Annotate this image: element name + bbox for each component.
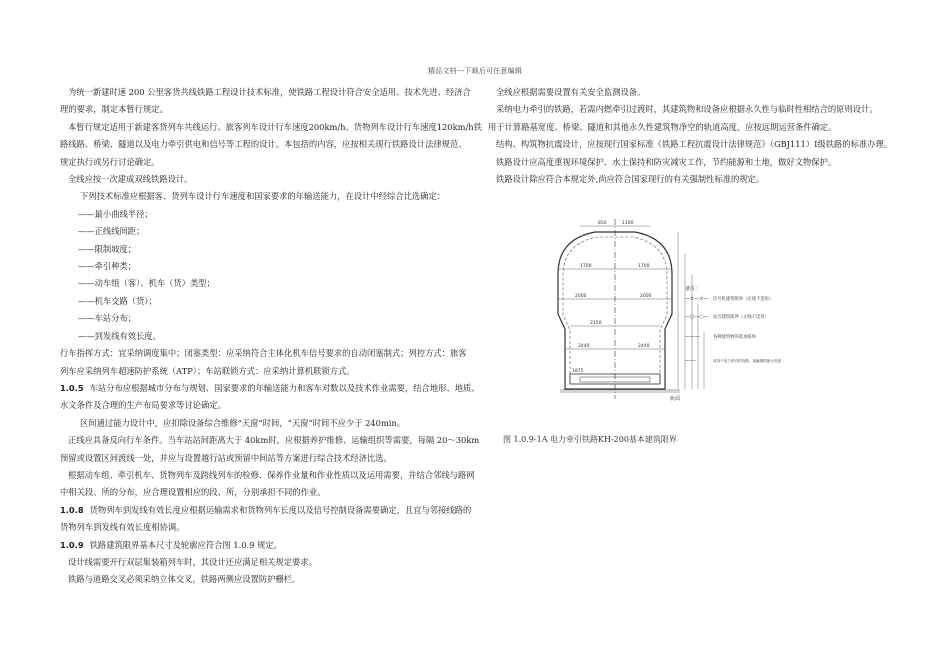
legend-line-2: —○—○— (685, 314, 709, 320)
paragraph-text: 路线路、桥梁、隧道以及电力牵引供电和信号等工程的设计。本包括的内容，应按相关现行铁路设计法律规范、 (60, 139, 467, 150)
paragraph-line (60, 136, 480, 153)
paragraph-line (60, 554, 480, 571)
paragraph-text: ——动车组（客）、机车（货）类型； (78, 278, 215, 289)
paragraph-line (60, 206, 480, 223)
paragraph-line (488, 119, 898, 136)
dim-row3-right: 2440 (638, 344, 650, 349)
paragraph-line (60, 154, 480, 171)
section-number: 1.0.9 (60, 539, 84, 550)
dim-row2-right: 2000 (640, 294, 652, 299)
paragraph-line (60, 345, 480, 362)
paragraph-text: 采纳电力牵引的铁路，若需内燃牵引过渡时，其建筑物和设备应根据永久性与临时性相结合的原则设计。 (496, 104, 878, 115)
paragraph-text: 铁路建筑限界基本尺寸及轮廓应符合图 1.0.9 规定。 (89, 539, 282, 550)
paragraph-text: 列车应采纳列车超速防护系统（ATP）；车站联锁方式：应采纳计算机联锁方式。 (60, 365, 355, 376)
paragraph-line (60, 415, 480, 432)
paragraph-line (488, 136, 898, 153)
paragraph-text: 货物列车到发线有效长度相协调。 (60, 522, 185, 533)
paragraph-line (60, 258, 480, 275)
paragraph-text: 货物列车到发线有效长度应根据运输需求和货物列车长度以及信号控制设备需要确定，且宜与邻接线路的 (89, 504, 472, 515)
paragraph-text: 区间通过能力设计中，应扣除设备综合维修“天窗”时间，“天窗”时间不应少于 240min。 (80, 417, 406, 428)
section-number: 1.0.5 (60, 382, 84, 393)
right-column (488, 84, 898, 188)
dim-top-right: 1100 (622, 221, 634, 226)
paragraph-text: 全线应按一次建成双线铁路设计。 (68, 174, 193, 185)
paragraph-text: ——车站分布； (78, 313, 137, 324)
paragraph-line (60, 380, 480, 397)
paragraph-text: 本暂行规定适用于新建客货列车共线运行、旅客列车设计行车速度200km/h、货物列车设计行车速度120km/h铁 (68, 121, 482, 132)
paragraph-line (60, 450, 480, 467)
paragraph-line (60, 502, 480, 519)
legend-text-4: 适用于电力牵引的线路，接触网的最小高度 (713, 359, 782, 363)
paragraph-text: ——机车交路（货）； (78, 295, 157, 306)
legend-text-1: 信号机建筑限界（正线不适用） (713, 297, 774, 302)
paragraph-line (60, 537, 480, 554)
legend-line-3: ——— (685, 334, 700, 340)
paragraph-line (60, 275, 480, 292)
paragraph-line (60, 467, 480, 484)
paragraph-line (60, 484, 480, 501)
figure-legend (683, 282, 813, 382)
paragraph-line (60, 188, 480, 205)
paragraph-line (60, 293, 480, 310)
paragraph-line (60, 432, 480, 449)
paragraph-text: 行车指挥方式：宜采纳调度集中；闭塞类型：应采纳符合主体化机车信号要求的自动闭塞制式；列控方式：旅客 (60, 348, 467, 359)
left-column (60, 84, 480, 589)
paragraph-text: ——最小曲线半径； (78, 208, 153, 219)
paragraph-text: 车站分布应根据城市分布与规划、国家要求的年输送能力和客车对数以及技术作业需要，结合地形、地质、 (89, 382, 480, 393)
paragraph-line (488, 101, 898, 118)
paragraph-text: 正线应具备反向行车条件。当车站站间距离大于 40km时，应根据养护维修、运输组织等需要，每隔 20～30km (68, 435, 480, 446)
paragraph-line (488, 171, 898, 188)
paragraph-line (60, 310, 480, 327)
paragraph-text: 理的要求，制定本暂行规定。 (60, 104, 168, 115)
dim-bottom-left: 1875 (572, 369, 584, 374)
paragraph-line (60, 84, 480, 101)
paragraph-line (488, 154, 898, 171)
legend-text-3: 各种建筑物的基本限界 (713, 335, 756, 340)
section-number: 1.0.8 (60, 504, 84, 515)
paragraph-text: 中相关段、所的分布，应合理设置相应的段、所，分别承担不同的作业。 (60, 487, 326, 498)
rail-label: 轨面 (670, 396, 681, 402)
page-header: 精品文档---下载后可任意编辑 (427, 67, 523, 75)
paragraph-line (60, 223, 480, 240)
paragraph-line (60, 241, 480, 258)
legend-text-2: 站台建筑限界（正线不适用） (713, 315, 769, 320)
paragraph-text: 结构、构筑物抗震设计，应按现行国家标准《铁路工程抗震设计法律规范》（GBJ111）Ⅰ级铁路的标准办理。 (496, 139, 893, 150)
paragraph-line (60, 571, 480, 588)
paragraph-text: 下列技术标准应根据客、货列车设计行车速度和国家要求的年输送能力，在设计中经综合比选确定： (80, 191, 446, 202)
dim-top-left: 850 (598, 221, 607, 226)
paragraph-line (60, 328, 480, 345)
dim-mid: 2150 (590, 321, 602, 326)
paragraph-line (60, 119, 480, 136)
dim-row2-left: 2000 (575, 294, 587, 299)
dim-row1-left: 1700 (580, 264, 592, 269)
paragraph-line (60, 171, 480, 188)
legend-line-4: ------ (685, 358, 696, 364)
paragraph-text: 铁路与道路交叉必须采纳立体交叉，铁路两侧应设置防护栅栏。 (68, 574, 301, 585)
paragraph-text: 预留或设置区间渡线一处，并应与设置越行站或预留中间站等方案进行综合技术经济比选。 (60, 452, 392, 463)
paragraph-text: 水文条件及合理的生产布局要求等讨论确定。 (60, 400, 226, 411)
paragraph-text: 全线应根据需要设置有关安全监测设备。 (496, 87, 646, 97)
paragraph-text: 铁路设计应高度重视环境保护、水土保持和防灾减灾工作，节约能源和土地，做好文物保护。 (496, 156, 837, 167)
paragraph-line (60, 397, 480, 414)
paragraph-text: 根据动车组、牵引机车、货物列车及跨线列车的检修、保养作业量和作业性质以及运用需要，并结合邻线与路网 (68, 469, 475, 480)
paragraph-text: 设计线需要开行双层集装箱列车时，其设计还应满足相关规定要求。 (68, 556, 317, 567)
paragraph-line (60, 519, 480, 536)
paragraph-line (60, 363, 480, 380)
legend-line-1: —×—×— (685, 296, 709, 302)
paragraph-text: ——正线线间距； (78, 226, 145, 237)
paragraph-line (60, 101, 480, 118)
paragraph-text: 铁路设计除应符合本规定外,尚应符合国家现行的有关强制性标准的规定。 (496, 174, 765, 185)
dim-row1-right: 1700 (638, 264, 650, 269)
dim-row3-left: 2440 (578, 344, 590, 349)
paragraph-text: 规定执行或另行讨论确定。 (60, 156, 160, 167)
paragraph-text: 为统一新建时速 200 公里客货共线铁路工程设计技术标准，使铁路工程设计符合安全适用、技术先进、经济合 (68, 87, 471, 97)
paragraph-text: 用于计算路基宽度、桥梁、隧道和其他永久性建筑物净空的轨道高度，应按远期运营条件确定。 (488, 121, 837, 132)
paragraph-text: ——限制坡度； (78, 243, 137, 254)
legend-note-label: 备注： (685, 286, 701, 292)
paragraph-text: ——牵引种类； (78, 261, 137, 272)
figure-caption: 图 1.0.9-1A 电力牵引铁路KH-200基本建筑限界 (503, 435, 677, 444)
paragraph-line (488, 84, 898, 101)
paragraph-text: ——到发线有效长度。 (78, 330, 161, 341)
